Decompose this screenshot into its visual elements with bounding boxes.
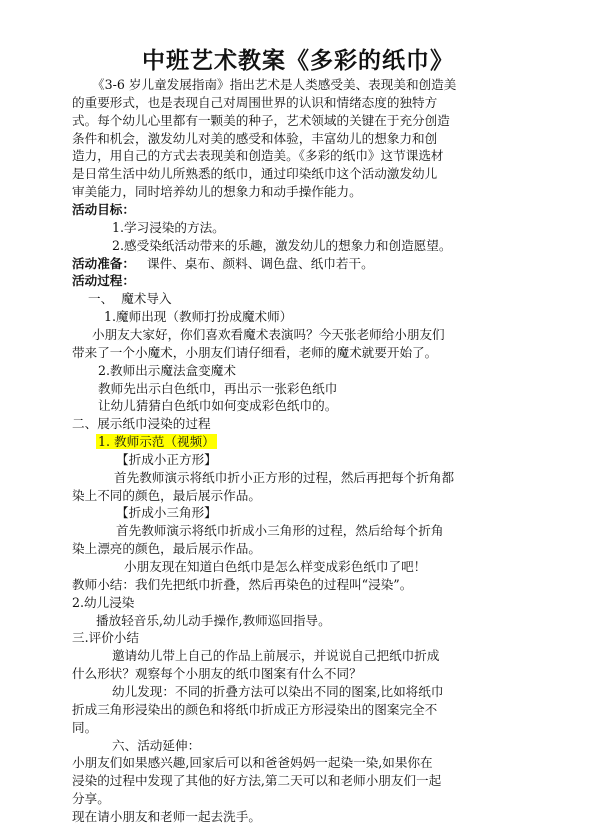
section6-closing: 现在请小朋友和老师一起去洗手。 [72,809,261,824]
highlighted-text: 1. 教师示范（视频） [98,434,215,449]
section6-heading: 六、活动延伸： [112,738,201,753]
square-text-line: 首先教师演示将纸巾折小正方形的过程，然后再把每个折角都 [114,470,455,485]
prep-text: 课件、桌布、颜料、调色盘、纸巾若干。 [146,256,374,271]
prep-line [72,255,542,272]
intro-line: 是日常生活中幼儿所熟悉的纸巾，通过印染纸巾这个活动激发幼儿 [72,166,438,181]
discover-line: 小朋友现在知道白色纸巾是怎么样变成彩色纸巾了吧！ [124,559,427,574]
fold-triangle-heading: 【折成小三角形】 [116,505,217,520]
process-heading: 活动过程： [72,273,135,288]
goals-heading: 活动目标： [72,202,135,217]
triangle-text-line: 染上漂亮的颜色，最后展示作品。 [72,541,261,556]
section1-heading: 一、 魔术导入 [88,291,172,306]
section6-para-line: 分享。 [72,791,110,806]
section2-highlight-line [96,433,566,450]
fold-square-heading: 【折成小正方形】 [116,452,217,467]
section1-item1: 1.魔师出现（教师打扮成魔术师） [104,309,293,324]
section3-heading: 三.评价小结 [72,630,139,645]
section6-para-line: 小朋友们如果感兴趣,回家后可以和爸爸妈妈一起染一染,如果你在 [72,755,433,770]
intro-line: 式。每个幼儿心里都有一颗美的种子，艺术领域的关键在于充分创造 [72,113,450,128]
goal-item: 1.学习浸染的方法。 [112,220,225,235]
section1-para2-line: 让幼儿猜猜白色纸巾如何变成彩色纸巾的。 [98,398,338,413]
intro-line: 造力，用自己的方式去表现美和创造美。《多彩的纸巾》这节课选材 [72,148,444,163]
section1-item2: 2.教师出示魔法盒变魔术 [98,363,236,378]
intro-line: 《3-6 岁儿童发展指南》指出艺术是人类感受美、表现美和创造美 [92,77,457,92]
section3-para1-line: 什么形状？观察每个小朋友的纸巾图案有什么不同？ [72,666,362,681]
section1-para1-line: 带来了一个小魔术，小朋友们请仔细看，老师的魔术就要开始了。 [72,345,438,360]
prep-heading: 活动准备： [72,256,135,271]
section3-para2-line: 折成三角形浸染出的颜色和将纸巾折成正方形浸染出的图案完全不 [72,702,438,717]
summary-line: 教师小结：我们先把纸巾折叠，然后再染色的过程叫“浸染”。 [72,577,413,592]
section3-para1-line: 邀请幼儿带上自己的作品上前展示，并说说自己把纸巾折成 [112,648,440,663]
section1-para1-line: 小朋友大家好，你们喜欢看魔术表演吗？今天张老师给小朋友们 [92,327,445,342]
section2-item2: 2.幼儿浸染 [72,595,135,610]
intro-line: 的重要形式，也是表现自己对周围世界的认识和情绪态度的独特方 [72,95,438,110]
triangle-text-line: 首先教师演示将纸巾折成小三角形的过程，然后给每个折角 [116,523,444,538]
intro-line: 条件和机会，激发幼儿对美的感受和体验，丰富幼儿的想象力和创 [72,131,438,146]
section2-item2-text: 播放轻音乐,幼儿动手操作,教师巡回指导。 [96,613,331,628]
goal-item: 2.感受染纸活动带来的乐趣，激发幼儿的想象力和创造愿望。 [112,238,452,253]
intro-line: 审美能力，同时培养幼儿的想象力和动手操作能力。 [72,184,362,199]
square-text-line: 染上不同的颜色，最后展示作品。 [72,488,261,503]
section2-heading: 二、展示纸巾浸染的过程 [72,416,211,431]
section3-para2-line: 幼儿发现：不同的折叠方法可以染出不同的图案,比如将纸巾 [112,684,444,699]
section1-para2-line: 教师先出示白色纸巾，再出示一张彩色纸巾 [98,381,338,396]
section6-para-line: 浸染的过程中发现了其他的好方法,第二天可以和老师小朋友们一起 [72,773,442,788]
section3-para2-line: 同。 [72,720,98,735]
page-title: 中班艺术教案《多彩的纸巾》 [142,48,454,74]
